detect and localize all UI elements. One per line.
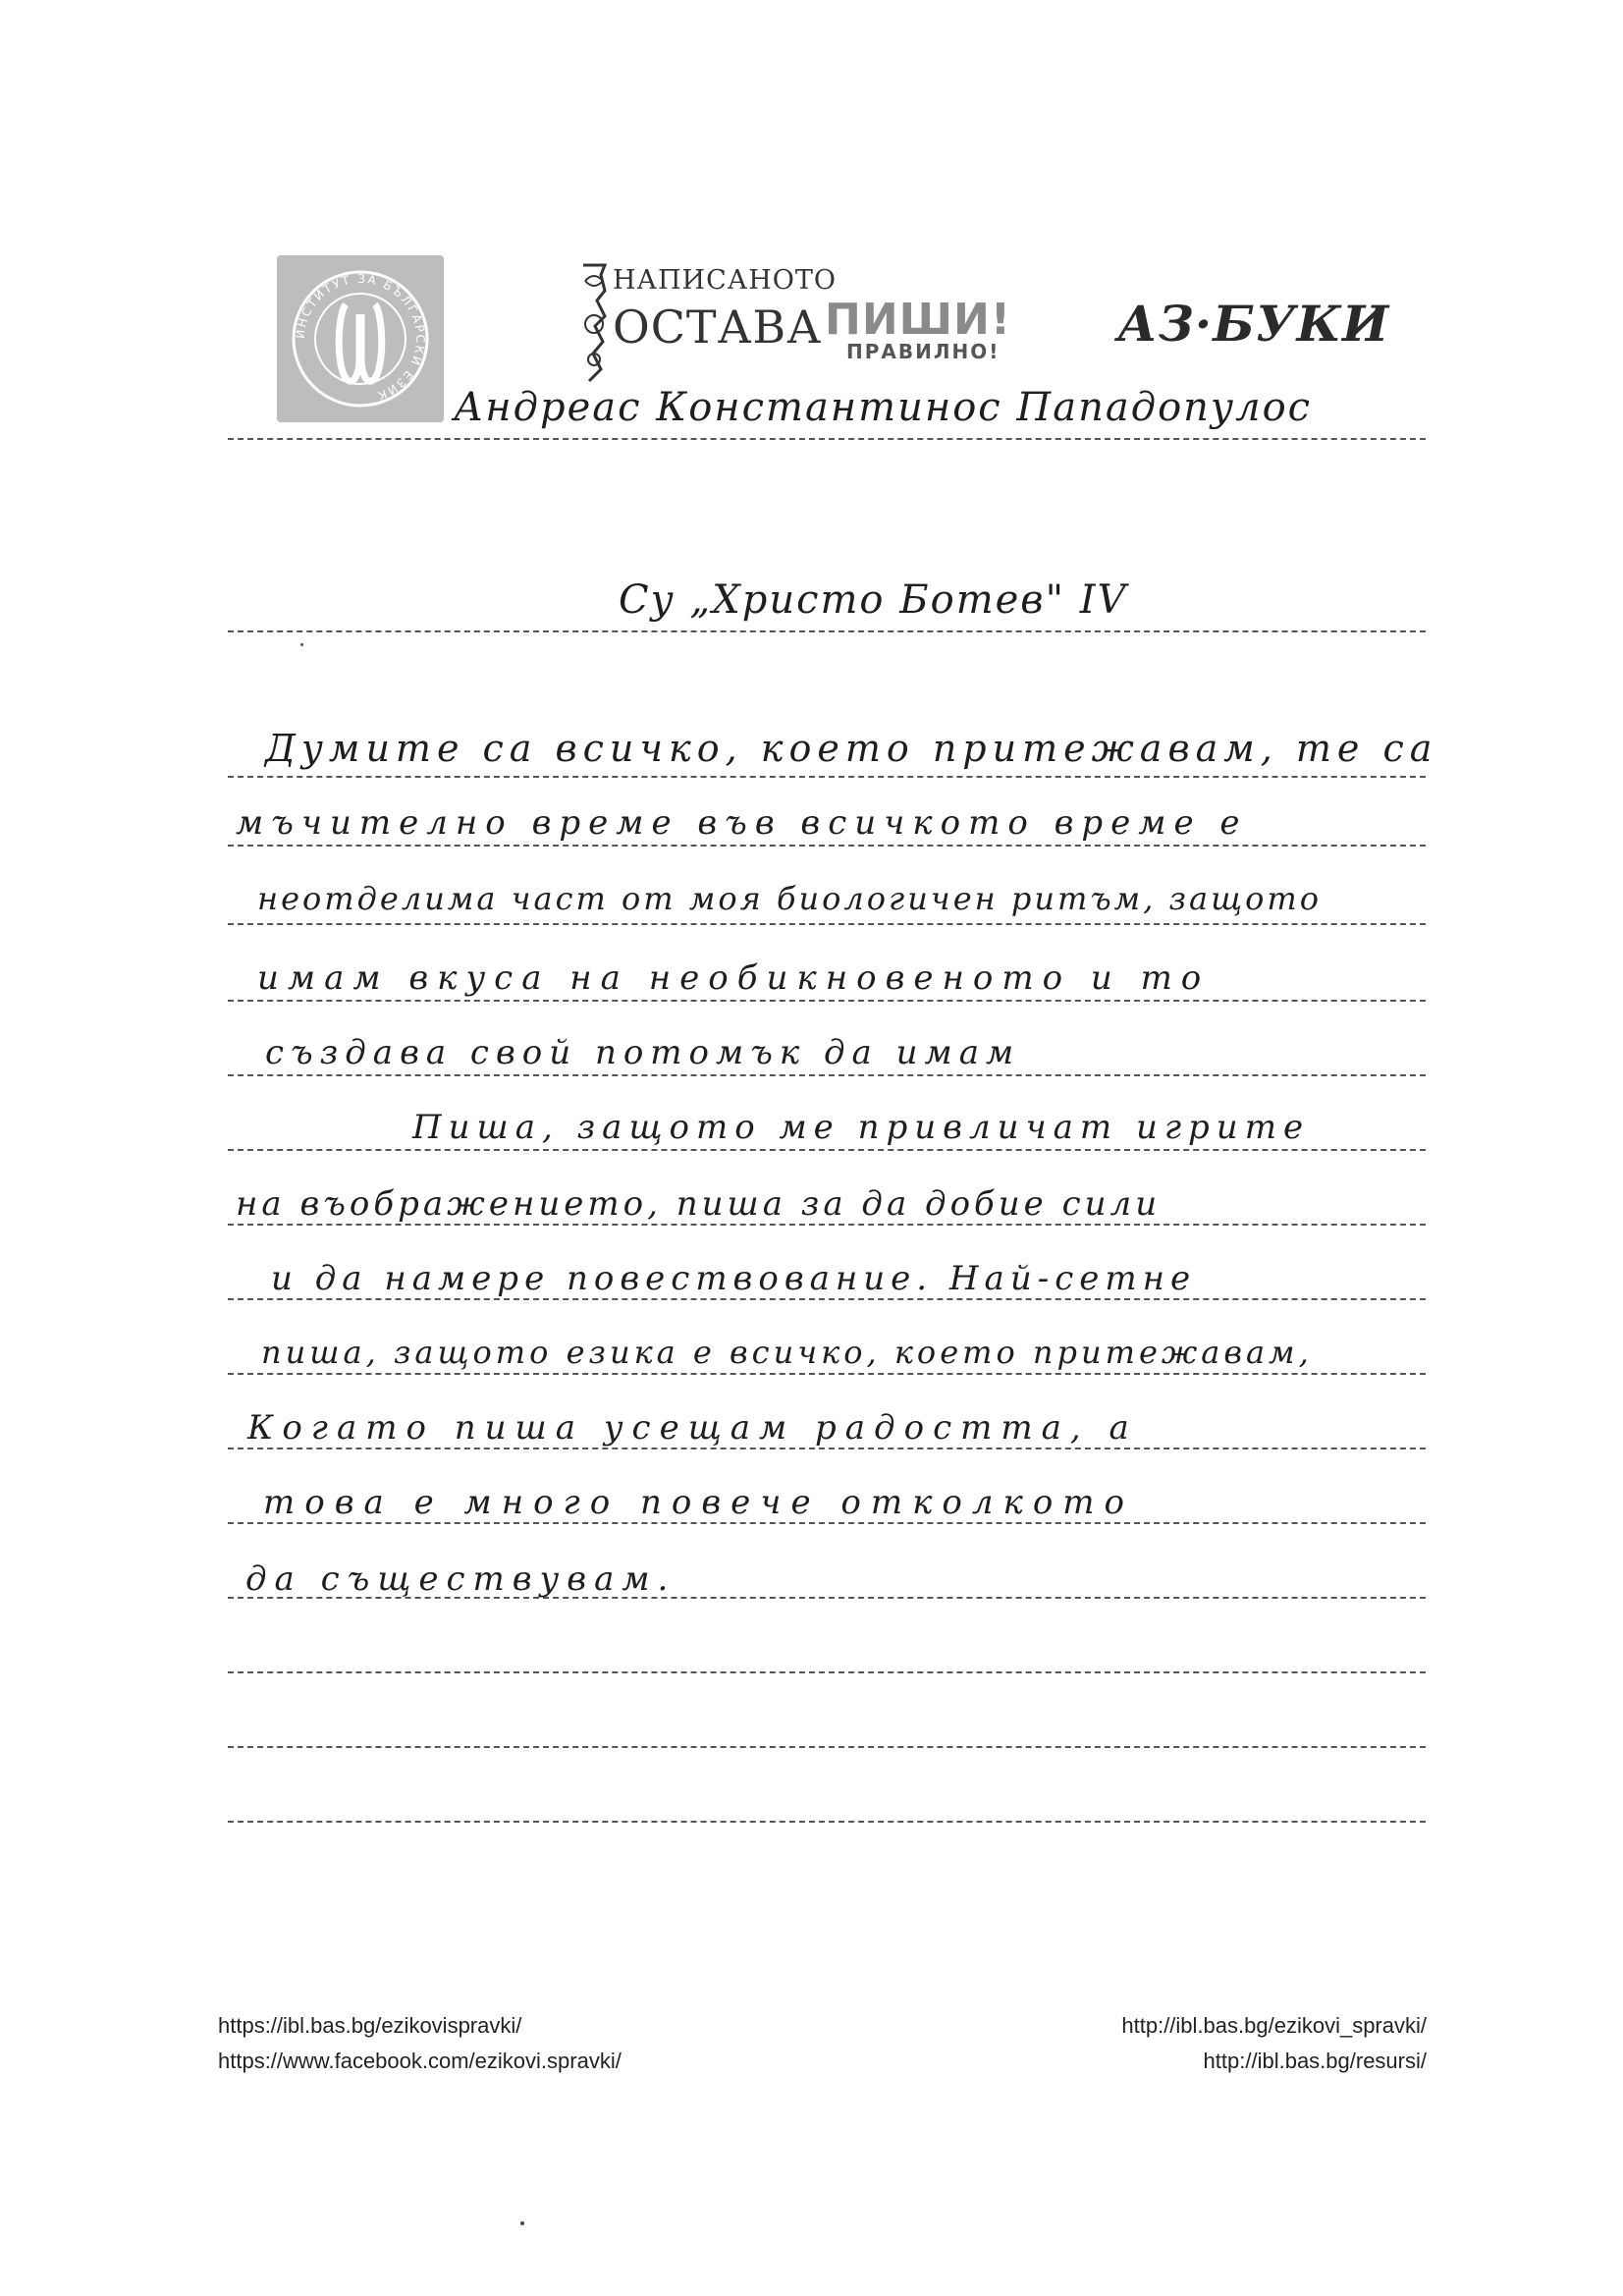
ruled-line: [228, 1000, 1426, 1002]
stray-mark: [520, 2221, 524, 2225]
footer-link-facebook[interactable]: https://www.facebook.com/ezikovi.spravki/: [218, 2049, 622, 2073]
publisher-name: АЗ·БУКИ: [1117, 295, 1390, 353]
handwritten-line: Когато пиша усещам радостта, а: [247, 1408, 1138, 1448]
az-buki-logo: [1117, 291, 1392, 369]
ruled-line: [228, 1149, 1426, 1151]
ruled-line: [228, 1746, 1426, 1748]
institute-monogram-icon: [277, 255, 444, 422]
handwritten-line: и да намере повествование. Най-сетне: [271, 1259, 1197, 1298]
ruled-line: [228, 1448, 1426, 1449]
ruled-line: [228, 1522, 1426, 1524]
footer-link-resursi[interactable]: http://ibl.bas.bg/resursi/: [1203, 2049, 1427, 2073]
handwritten-line: Пиша, защото ме привличат игрите: [412, 1108, 1311, 1147]
slogan-line-1: НАПИСАНОТО: [613, 265, 838, 296]
handwritten-line: това е много повече отколкото: [263, 1483, 1134, 1522]
ruled-line: [228, 1821, 1426, 1823]
ruled-line: [228, 1373, 1426, 1375]
handwritten-line: на въображението, пиша за да добие сили: [236, 1184, 1162, 1224]
handwritten-line: имам вкуса на необикновеното и то: [257, 958, 1211, 998]
ruled-line: [228, 1074, 1426, 1076]
institute-logo-text: ИНСТИТУТ ЗА БЪЛГАРСКИ ЕЗИК: [293, 271, 428, 404]
handwritten-school: Су „Христо Ботев" IV: [619, 577, 1128, 623]
campaign-line-1: ПИШИ!: [825, 295, 1011, 345]
handwritten-line: неотделима част от моя биологичен ритъм, защото: [257, 880, 1322, 917]
ruled-line: [228, 923, 1426, 925]
ornate-drop-cap-icon: [579, 261, 609, 385]
ruled-line: [228, 845, 1426, 847]
pishi-pravilno-logo: [825, 295, 1011, 363]
ruled-line: [228, 1298, 1426, 1300]
napisanoto-ostava-logo: [579, 257, 838, 387]
campaign-line-2: ПРАВИЛНО!: [846, 340, 1001, 363]
ruled-line: [228, 1224, 1426, 1226]
handwritten-line: пиша, защото езика е всичко, което притежавам,: [261, 1334, 1313, 1371]
handwritten-line: Думите са всичко, което притежавам, те са: [265, 727, 1438, 770]
institute-logo: [277, 255, 444, 422]
handwritten-line: създава свой потомък да имам: [265, 1033, 1021, 1072]
slogan-line-2: ОСТАВА: [613, 301, 823, 354]
ruled-line: [228, 438, 1426, 440]
handwritten-line: да съществувам.: [245, 1559, 676, 1599]
handwritten-author: Андреас Константинос Пападопулос: [454, 385, 1313, 430]
ruled-line: [228, 630, 1426, 632]
ruled-line: [228, 1671, 1426, 1673]
stray-mark: [300, 643, 303, 646]
footer-link-ezikovi-spravki[interactable]: http://ibl.bas.bg/ezikovi_spravki/: [1121, 2013, 1427, 2038]
ruled-line: [228, 776, 1426, 778]
footer-link-ezikovispravki[interactable]: https://ibl.bas.bg/ezikovispravki/: [218, 2013, 522, 2038]
handwritten-line: мъчително време във всичкото време е: [236, 803, 1248, 843]
